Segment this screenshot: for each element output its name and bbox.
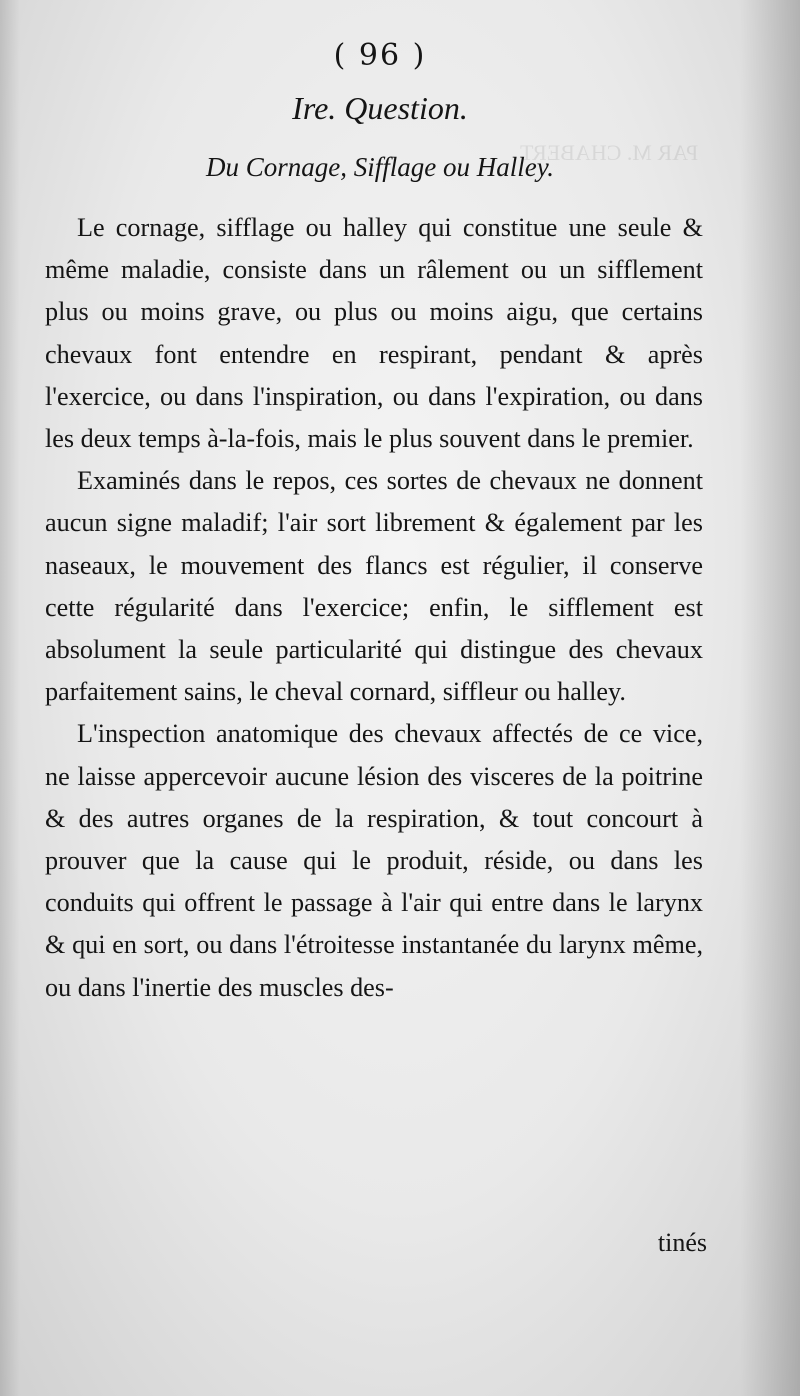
body-text bbox=[45, 207, 703, 1009]
page-number: ( 96 ) bbox=[333, 38, 427, 73]
section-subtitle: Du Cornage, Sifflage ou Halley. bbox=[206, 152, 554, 182]
paragraph-1: Le cornage, sifflage ou halley qui constitue une seule & même maladie, consiste dans un râlement ou un sifflement plus ou moins grave, ou plus ou moins aigu, que certains chevaux font entendre en respirant, pendant & après l'exercice, ou dans l'inspiration, ou dans l'expiration, ou dans les deux temps à-la-fois, mais le plus souvent dans le premier. bbox=[45, 213, 703, 454]
section-title: Ire. Question. bbox=[292, 90, 468, 126]
bleed-through: PAR M. CHABERT bbox=[520, 140, 699, 165]
paragraph-2: Examinés dans le repos, ces sortes de chevaux ne donnent aucun signe maladif; l'air sort librement & également par les naseaux, le mouvement des flancs est régulier, il conserve cette régularité dans l'exercice; enfin, le sifflement est absolument la seule particularité qui distingue des chevaux parfaitement sains, le cheval cornard, siffleur ou halley. bbox=[45, 466, 703, 707]
page-shadow-left bbox=[0, 0, 20, 1396]
page-shadow-right bbox=[740, 0, 800, 1396]
catchword: tinés bbox=[657, 1228, 707, 1257]
paragraph-3: L'inspection anatomique des chevaux affectés de ce vice, ne laisse appercevoir aucune lésion des visceres de la poitrine & des autres organes de la respiration, & tout concourt à prouver que la cause qui le produit, réside, ou dans les conduits qui offrent le passage à l'air qui entre dans le larynx & qui en sort, ou dans l'étroitesse instantanée du larynx même, ou dans l'inertie des muscles des- bbox=[45, 719, 703, 1002]
